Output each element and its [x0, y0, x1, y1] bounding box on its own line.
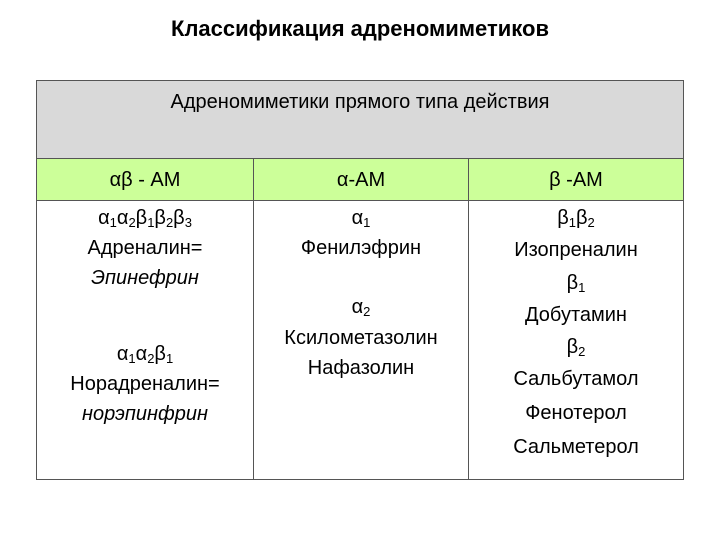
- drug-name: Нафазолин: [307, 357, 415, 379]
- column-header-a-am: α-АМ: [336, 169, 386, 191]
- drug-name: Добутамин: [525, 304, 627, 326]
- table-header-text: Адреномиметики прямого типа действия: [170, 91, 550, 113]
- page-title: Классификация адреномиметиков: [171, 16, 549, 41]
- drug-name: Адреналин=: [87, 237, 203, 259]
- receptor-label: $\alpha_1\alpha_2\beta_1\beta_2\beta_3$: [98, 207, 192, 230]
- column-header-row: [37, 159, 683, 201]
- drug-name: Сальметерол: [513, 436, 639, 458]
- receptor-label: $\beta_1\beta_2$: [557, 207, 595, 230]
- column-b-am: [469, 203, 683, 464]
- column-ab-am: [37, 203, 253, 429]
- column-header-b-am: β -АМ: [549, 169, 603, 191]
- column-header-ab-am: αβ - АМ: [109, 169, 181, 191]
- column-a-am: [254, 203, 468, 383]
- drug-name: Фенотерол: [525, 402, 627, 424]
- receptor-label: $\beta_2$: [566, 336, 586, 359]
- receptor-label: $\alpha_1$: [351, 207, 371, 230]
- classification-table: [36, 80, 684, 480]
- receptor-label: $\alpha_1\alpha_2\beta_1$: [116, 343, 174, 366]
- receptor-label: $\alpha_2$: [351, 296, 371, 319]
- drug-synonym: Эпинефрин: [91, 267, 199, 289]
- drug-name: Норадреналин=: [70, 373, 220, 395]
- drug-name: Изопреналин: [514, 239, 638, 261]
- table-header: [37, 81, 683, 159]
- drug-synonym: норэпинфрин: [82, 403, 208, 425]
- drug-name: Фенилэфрин: [300, 237, 422, 259]
- drug-name: Сальбутамол: [513, 368, 639, 390]
- receptor-label: $\beta_1$: [566, 272, 586, 295]
- drug-name: Ксилометазолин: [284, 327, 438, 349]
